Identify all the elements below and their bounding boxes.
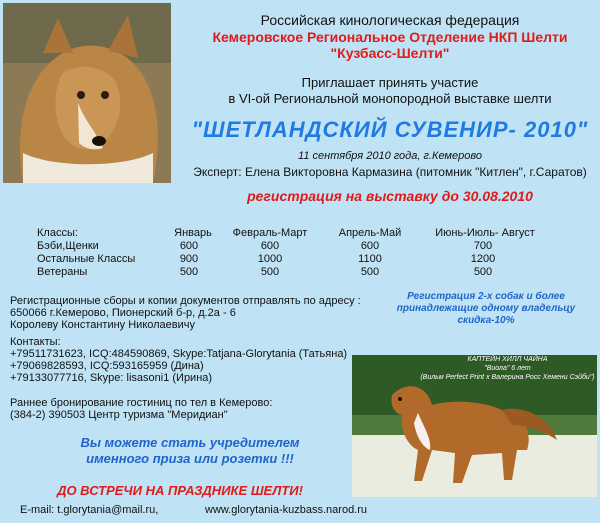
discount-note <box>386 291 586 327</box>
fees-table-cell: 1100 <box>358 253 382 265</box>
contact-item: +79511731623, ICQ:484590869, Skype:Tatjana-Glorytania (Татьяна) <box>10 348 348 360</box>
photo-caption-line: КАПТЕЙН ХИЛЛ ЧАЙНА <box>467 356 548 363</box>
footer-website: www.glorytania-kuzbass.narod.ru <box>205 504 368 516</box>
fees-table-row-label: Ветераны <box>37 266 88 278</box>
photo-caption <box>420 355 595 382</box>
fees-table-row-label: Бэби,Щенки <box>37 240 99 252</box>
contact-item: +79133077716, Skype: lisasoni1 (Ирина) <box>10 372 213 384</box>
invitation-line-2: в VI-ой Региональной монопородной выставке шелти <box>228 91 552 106</box>
fees-table-cell: 600 <box>179 240 199 252</box>
founder-line: именного приза или розетки !!! <box>86 451 294 466</box>
fees-table-cell: 1000 <box>257 253 283 265</box>
fees-table-header-jun-aug: Июнь-Июль- Август <box>435 227 535 239</box>
fees-address-block <box>10 295 380 331</box>
fees-table-header-apr-may: Апрель-Май <box>338 227 402 239</box>
regional-branch-name: Кемеровское Региональное Отделение НКП Шелти <box>212 29 568 45</box>
hotel-line: (384-2) 390503 Центр туризма "Меридиан" <box>10 409 228 421</box>
founder-prize-note <box>30 435 350 467</box>
contacts-block <box>10 336 365 384</box>
fees-table-cell: 700 <box>473 240 493 252</box>
fees-table-cell: 600 <box>260 240 280 252</box>
fees-table-cell: 900 <box>179 253 199 265</box>
fees-table-cell: 500 <box>179 266 199 278</box>
fees-table-cell: 500 <box>473 266 493 278</box>
closing-slogan: ДО ВСТРЕЧИ НА ПРАЗДНИКЕ ШЕЛТИ! <box>57 483 303 498</box>
event-title: "ШЕТЛАНДСКИЙ СУВЕНИР- 2010" <box>191 117 589 142</box>
registration-deadline: регистрация на выставку до 30.08.2010 <box>247 188 533 204</box>
fees-table-header-feb-mar: Февраль-Март <box>232 227 308 239</box>
hotel-booking-block <box>10 397 355 421</box>
discount-line: Регистрация 2-х собак и более <box>407 291 565 302</box>
fees-table-header-january: Январь <box>174 227 212 239</box>
fees-address-line: Регистрационные сборы и копии документов отправлять по адресу : <box>10 295 361 307</box>
photo-caption-line: "Виола" 6 лет <box>484 365 531 372</box>
discount-line: скидка-10% <box>457 315 515 326</box>
contacts-label: Контакты: <box>10 336 61 348</box>
fees-table-row-label: Остальные Классы <box>37 253 136 265</box>
fees-table-cell: 600 <box>360 240 380 252</box>
footer-email: E-mail: t.glorytania@mail.ru, <box>20 504 159 516</box>
organization-name: Российская кинологическая федерация <box>260 12 520 28</box>
contact-item: +79069828593, ICQ:593165959 (Дина) <box>10 360 204 372</box>
fees-table-cell: 1200 <box>470 253 496 265</box>
club-name: "Кузбасс-Шелти" <box>330 45 450 61</box>
hotel-line: Раннее бронирование гостиниц по тел в Кемерово: <box>10 397 273 409</box>
invitation-line-1: Приглашает принять участие <box>301 75 479 90</box>
fees-address-line: 650066 г.Кемерово, Пионерский б-р, д.2а - 6 <box>10 307 236 319</box>
fees-address-line: Королеву Константину Николаевичу <box>10 319 196 331</box>
photo-caption-line: (Вильм Perfect Print х Валерина Росс Хемени Сэйби") <box>420 374 595 381</box>
sheltie-portrait-photo <box>3 3 171 183</box>
event-expert: Эксперт: Елена Викторовна Кармазина (питомник "Китлен", г.Саратов) <box>193 165 587 179</box>
discount-line: принадлежащие одному владельцу <box>396 303 576 314</box>
fees-table-header-classes: Классы: <box>37 227 78 239</box>
fees-table-cell: 500 <box>260 266 280 278</box>
event-date-place: 11 сентября 2010 года, г.Кемерово <box>298 150 482 162</box>
fees-table-cell: 500 <box>360 266 380 278</box>
founder-line: Вы можете стать учредителем <box>80 435 300 450</box>
